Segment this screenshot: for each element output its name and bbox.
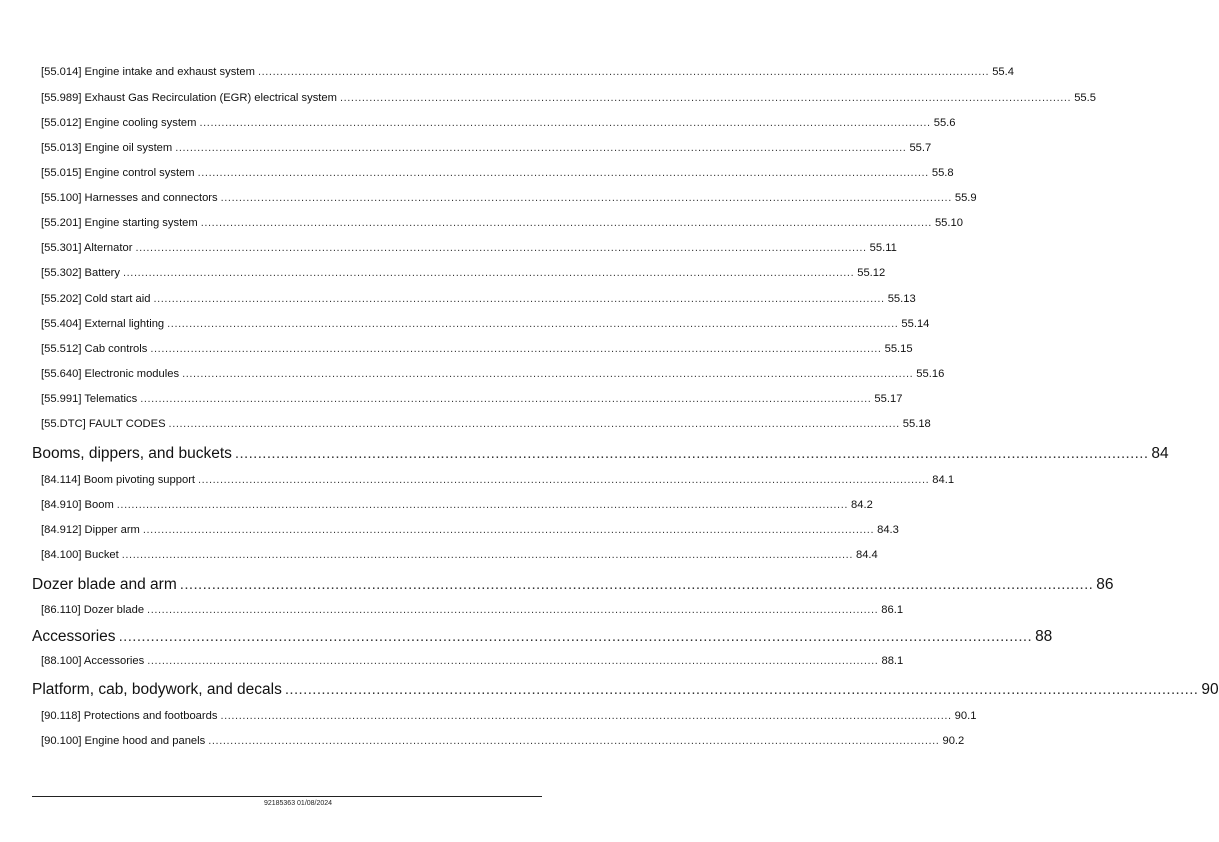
toc-entry-title: [55.014] Engine intake and exhaust system [41,66,255,78]
dot-leader: ........................................................................................................................................................................................................ [147,655,879,667]
dot-leader: ........................................................................................................................................................................................................ [234,445,1149,462]
toc-entry-page: 55.5 [1074,92,1096,104]
dot-leader: ........................................................................................................................................................................................................ [197,167,929,179]
toc-entry-title: [84.910] Boom [41,499,114,511]
toc-entry[interactable] [41,655,904,667]
toc-chapter-title: Platform, cab, bodywork, and decals [32,681,282,698]
toc-entry[interactable] [41,710,977,722]
toc-entry-title: [55.015] Engine control system [41,167,195,179]
toc-entry-title: [90.100] Engine hood and panels [41,735,206,747]
toc-entry[interactable] [41,267,886,279]
toc-chapter-page: 86 [1096,576,1114,593]
toc-entry[interactable] [41,66,1014,78]
toc-entry[interactable] [41,418,931,430]
toc-entry-page: 55.8 [931,167,954,179]
toc-chapter-title: Dozer blade and arm [32,576,177,593]
toc-entry-page: 55.4 [992,66,1014,78]
dot-leader: ........................................................................................................................................................................................................ [147,604,879,616]
toc-chapter[interactable] [32,681,1219,699]
toc-entry-page: 55.7 [909,142,932,154]
dot-leader: ........................................................................................................................................................................................................ [118,628,1033,645]
toc-entry-page: 84.4 [855,549,878,561]
toc-entry-title: [55.013] Engine oil system [41,142,173,154]
toc-entry-page: 90.2 [942,735,965,747]
dot-leader: ........................................................................................................................................................................................................ [220,192,952,204]
dot-leader: ........................................................................................................................................................................................................ [257,66,990,78]
toc-chapter-page: 90 [1201,681,1219,698]
toc-entry[interactable] [41,217,963,229]
toc-entry[interactable] [41,524,899,536]
toc-chapter[interactable] [32,628,1053,646]
dot-leader: ........................................................................................................................................................................................................ [153,293,885,305]
toc-entry-page: 55.12 [857,267,886,279]
toc-entry[interactable] [41,92,1096,104]
toc-entry[interactable] [41,474,955,486]
toc-entry-title: [88.100] Accessories [41,655,145,667]
toc-entry-page: 84.1 [932,474,955,486]
toc-entry-title: [55.640] Electronic modules [41,368,180,380]
dot-leader: ........................................................................................................................................................................................................ [150,343,882,355]
toc-entry-page: 55.18 [902,418,931,430]
dot-leader: ........................................................................................................................................................................................................ [175,142,907,154]
dot-leader: ........................................................................................................................................................................................................ [140,393,872,405]
dot-leader: ........................................................................................................................................................................................................ [168,418,900,430]
toc-entry-title: [55.989] Exhaust Gas Recirculation (EGR) electrical system [41,92,337,104]
footer-document-id: 92185363 01/08/2024 [263,800,333,807]
toc-chapter-title: Booms, dippers, and buckets [32,445,232,462]
toc-entry-title: [55.301] Alternator [41,242,133,254]
toc-entry-page: 55.13 [887,293,916,305]
toc-entry-title: [84.912] Dipper arm [41,524,140,536]
dot-leader: ........................................................................................................................................................................................................ [179,576,1094,593]
toc-entry-page: 84.2 [851,499,873,511]
toc-entry[interactable] [41,604,904,616]
toc-entry[interactable] [41,368,945,380]
toc-entry[interactable] [41,142,932,154]
dot-leader: ........................................................................................................................................................................................................ [167,318,899,330]
dot-leader: ........................................................................................................................................................................................................ [123,267,855,279]
dot-leader: ........................................................................................................................................................................................................ [208,735,940,747]
dot-leader: ........................................................................................................................................................................................................ [339,92,1072,104]
dot-leader: ........................................................................................................................................................................................................ [121,549,853,561]
dot-leader: ........................................................................................................................................................................................................ [198,474,930,486]
toc-chapter[interactable] [32,445,1169,463]
dot-leader: ........................................................................................................................................................................................................ [200,217,932,229]
dot-leader: ........................................................................................................................................................................................................ [220,710,952,722]
toc-entry-title: [55.201] Engine starting system [41,217,198,229]
dot-leader: ........................................................................................................................................................................................................ [142,524,875,536]
toc-entry-page: 90.1 [954,710,977,722]
toc-entry-page: 55.14 [901,318,930,330]
dot-leader: ........................................................................................................................................................................................................ [199,117,931,129]
footer-divider [32,796,542,797]
toc-entry-page: 55.17 [874,393,903,405]
toc-entry[interactable] [41,735,965,747]
toc-entry-page: 88.1 [881,655,904,667]
toc-entry-page: 86.1 [881,604,904,616]
toc-entry-page: 55.16 [916,368,945,380]
toc-entry-page: 55.9 [954,192,977,204]
toc-chapter[interactable] [32,576,1114,594]
toc-entry-title: [84.114] Boom pivoting support [41,474,196,486]
toc-entry[interactable] [41,167,954,179]
toc-chapter-title: Accessories [32,628,116,645]
dot-leader: ........................................................................................................................................................................................................ [116,499,849,511]
toc-entry[interactable] [41,343,913,355]
toc-entry-title: [55.100] Harnesses and connectors [41,192,218,204]
toc-entry-title: [55.DTC] FAULT CODES [41,418,166,430]
toc-entry-title: [55.404] External lighting [41,318,165,330]
toc-entry-title: [86.110] Dozer blade [41,604,145,616]
toc-entry[interactable] [41,242,897,254]
toc-entry[interactable] [41,117,956,129]
toc-entry-title: [55.991] Telematics [41,393,138,405]
dot-leader: ........................................................................................................................................................................................................ [284,681,1199,698]
toc-entry-page: 55.6 [933,117,956,129]
toc-entry[interactable] [41,393,903,405]
toc-entry-page: 55.15 [884,343,913,355]
toc-chapter-page: 88 [1035,628,1053,645]
toc-entry-title: [55.302] Battery [41,267,120,279]
toc-entry[interactable] [41,192,977,204]
toc-entry-title: [55.202] Cold start aid [41,293,151,305]
toc-entry[interactable] [41,499,873,511]
toc-entry-page: 55.10 [934,217,963,229]
toc-entry-title: [84.100] Bucket [41,549,119,561]
toc-entry-title: [55.012] Engine cooling system [41,117,197,129]
toc-entry-page: 84.3 [877,524,899,536]
toc-entry[interactable] [41,318,930,330]
dot-leader: ........................................................................................................................................................................................................ [182,368,914,380]
toc-entry-page: 55.11 [869,242,897,254]
toc-entry-title: [55.512] Cab controls [41,343,148,355]
toc-chapter-page: 84 [1151,445,1169,462]
dot-leader: ........................................................................................................................................................................................................ [135,242,867,254]
toc-entry[interactable] [41,549,878,561]
toc-entry-title: [90.118] Protections and footboards [41,710,218,722]
toc-entry[interactable] [41,293,916,305]
